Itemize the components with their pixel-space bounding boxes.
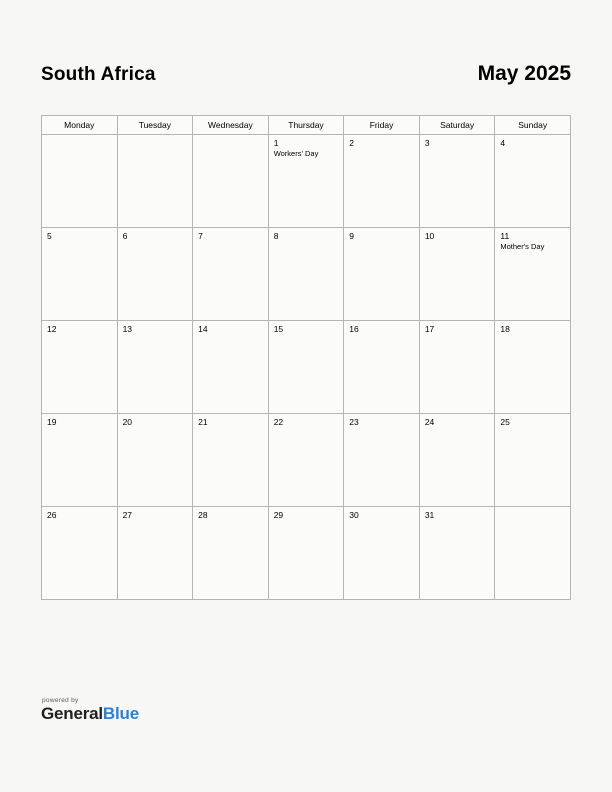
calendar-day-cell[interactable] [268, 414, 344, 507]
generalblue-logo[interactable] [41, 705, 241, 722]
calendar-day-cell[interactable] [419, 135, 495, 228]
day-number: 4 [500, 138, 506, 148]
day-number: 30 [349, 510, 359, 520]
day-number: 26 [47, 510, 57, 520]
day-event [269, 334, 344, 336]
calendar-day-cell[interactable] [117, 414, 193, 507]
logo-text-general: General [41, 704, 103, 723]
day-event [42, 241, 117, 243]
calendar-day-cell[interactable] [344, 507, 420, 600]
day-event [193, 427, 268, 429]
day-event [269, 241, 344, 243]
calendar-grid [41, 115, 571, 600]
day-number: 14 [198, 324, 208, 334]
calendar-day-cell[interactable] [419, 414, 495, 507]
day-number: 19 [47, 417, 57, 427]
day-event: Mother's Day [500, 242, 545, 252]
calendar-day-cell[interactable] [193, 507, 269, 600]
calendar-day-cell[interactable] [117, 228, 193, 321]
month-year-title: May 2025 [477, 62, 571, 85]
day-event [344, 148, 419, 150]
calendar-day-cell[interactable] [268, 321, 344, 414]
calendar-day-cell[interactable] [495, 507, 571, 600]
calendar-day-cell[interactable] [419, 321, 495, 414]
calendar-day-cell[interactable] [193, 135, 269, 228]
day-event: Workers' Day [273, 149, 319, 159]
day-number: 3 [424, 138, 430, 148]
day-number: 6 [122, 231, 128, 241]
day-event [495, 511, 570, 513]
day-event [42, 334, 117, 336]
calendar-day-cell[interactable] [268, 228, 344, 321]
day-number: 18 [500, 324, 510, 334]
day-number: 10 [424, 231, 435, 241]
day-event [118, 139, 193, 141]
day-number: 8 [273, 231, 279, 241]
calendar-day-cell[interactable] [344, 135, 420, 228]
day-number: 5 [47, 231, 52, 241]
day-event [344, 241, 419, 243]
day-number: 16 [349, 324, 359, 334]
day-event [344, 520, 419, 522]
calendar-day-cell[interactable] [495, 135, 571, 228]
day-number: 15 [273, 324, 284, 334]
calendar-day-cell[interactable] [419, 228, 495, 321]
powered-by-label: powered by [42, 697, 79, 704]
calendar-day-cell[interactable] [117, 507, 193, 600]
day-number: 11 [500, 231, 510, 241]
calendar-week-row [42, 321, 571, 414]
page-header [41, 62, 571, 86]
weekday-header-saturday: Saturday [419, 116, 495, 135]
day-event [495, 148, 570, 150]
day-event [193, 139, 268, 141]
day-event [420, 241, 495, 243]
calendar-day-cell[interactable] [268, 135, 344, 228]
calendar-day-cell[interactable] [495, 228, 571, 321]
footer-branding [41, 697, 241, 722]
day-event [495, 334, 570, 336]
day-event [495, 427, 570, 429]
day-number: 1 [273, 138, 279, 148]
weekday-header-sunday: Sunday [495, 116, 571, 135]
day-number: 24 [424, 417, 435, 427]
calendar-day-cell[interactable] [495, 414, 571, 507]
calendar-day-cell[interactable] [42, 135, 118, 228]
day-event [344, 334, 419, 336]
logo-text-blue: Blue [102, 704, 139, 723]
day-number: 21 [198, 417, 208, 427]
calendar-day-cell[interactable] [419, 507, 495, 600]
calendar-day-cell[interactable] [193, 321, 269, 414]
day-event [118, 241, 193, 243]
day-number: 20 [122, 417, 133, 427]
calendar-day-cell[interactable] [495, 321, 571, 414]
day-event [193, 334, 268, 336]
calendar-day-cell[interactable] [117, 321, 193, 414]
day-event [42, 139, 117, 141]
weekday-header-wednesday: Wednesday [193, 116, 269, 135]
day-event [269, 427, 344, 429]
calendar-day-cell[interactable] [193, 414, 269, 507]
day-event [118, 520, 193, 522]
day-number: 2 [349, 138, 354, 148]
calendar-day-cell[interactable] [42, 321, 118, 414]
day-event [193, 241, 268, 243]
weekday-header-tuesday: Tuesday [117, 116, 193, 135]
day-event [118, 334, 193, 336]
weekday-header-monday: Monday [42, 116, 118, 135]
day-number: 28 [198, 510, 208, 520]
country-title: South Africa [41, 64, 156, 85]
day-event [193, 520, 268, 522]
day-event [420, 334, 495, 336]
day-number: 31 [424, 510, 435, 520]
day-number: 29 [273, 510, 284, 520]
day-event [420, 148, 495, 150]
day-number: 22 [273, 417, 284, 427]
day-number: 9 [349, 231, 354, 241]
calendar-week-row [42, 135, 571, 228]
day-event [42, 520, 117, 522]
day-event [118, 427, 193, 429]
calendar-day-cell[interactable] [42, 507, 118, 600]
weekday-header-friday: Friday [344, 116, 420, 135]
weekday-header-thursday: Thursday [268, 116, 344, 135]
calendar-day-cell[interactable] [344, 414, 420, 507]
day-number: 27 [122, 510, 133, 520]
calendar-week-row [42, 414, 571, 507]
day-number: 12 [47, 324, 57, 334]
calendar-day-cell[interactable] [344, 228, 420, 321]
calendar-day-cell[interactable] [344, 321, 420, 414]
calendar-week-row [42, 507, 571, 600]
calendar-day-cell[interactable] [117, 135, 193, 228]
day-event [344, 427, 419, 429]
day-number: 13 [122, 324, 133, 334]
calendar-day-cell[interactable] [42, 228, 118, 321]
day-event [42, 427, 117, 429]
day-event [420, 520, 495, 522]
calendar-day-cell[interactable] [193, 228, 269, 321]
day-number: 23 [349, 417, 359, 427]
day-event [269, 520, 344, 522]
calendar-week-row [42, 228, 571, 321]
day-number: 7 [198, 231, 203, 241]
calendar-day-cell[interactable] [42, 414, 118, 507]
day-number: 17 [424, 324, 435, 334]
weekday-header-row [42, 116, 571, 135]
day-number: 25 [500, 417, 510, 427]
calendar-day-cell[interactable] [268, 507, 344, 600]
day-event [420, 427, 495, 429]
